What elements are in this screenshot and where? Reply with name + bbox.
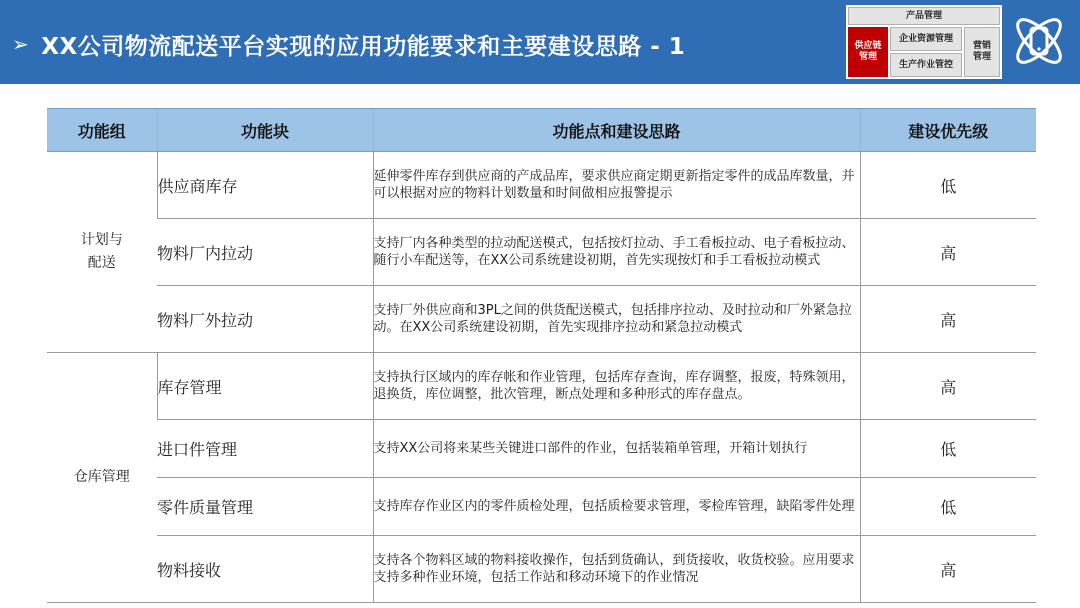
priority-cell: 低 bbox=[860, 420, 1036, 478]
priority-cell: 低 bbox=[860, 152, 1036, 219]
description-cell: 支持XX公司将来某些关键进口部件的作业，包括装箱单管理，开箱计划执行 bbox=[373, 420, 860, 478]
table-row bbox=[47, 219, 1036, 286]
header-group: 功能组 bbox=[47, 109, 157, 152]
priority-cell: 高 bbox=[860, 219, 1036, 286]
description-cell: 支持厂内各种类型的拉动配送模式，包括按灯拉动、手工看板拉动、电子看板拉动、随行小车配送等，在XX公司系统建设初期，首先实现按灯和手工看板拉动模式 bbox=[373, 219, 860, 286]
description-cell: 支持厂外供应商和3PL之间的供货配送模式，包括排序拉动、及时拉动和厂外紧急拉动。在XX公司系统建设初期，首先实现排序拉动和紧急拉动模式 bbox=[373, 286, 860, 353]
page-title bbox=[12, 28, 685, 60]
module-production: 生产作业管控 bbox=[890, 53, 962, 77]
block-cell: 物料厂内拉动 bbox=[157, 219, 373, 286]
module-erp: 企业资源管理 bbox=[890, 27, 962, 51]
atom-phone-icon bbox=[1008, 10, 1070, 72]
priority-cell: 低 bbox=[860, 478, 1036, 536]
block-cell: 进口件管理 bbox=[157, 420, 373, 478]
function-table bbox=[47, 108, 1036, 603]
table-row bbox=[47, 420, 1036, 478]
title-bar bbox=[0, 0, 1080, 84]
header-block: 功能块 bbox=[157, 109, 373, 152]
module-diagram bbox=[846, 5, 1002, 79]
module-marketing: 营销管理 bbox=[964, 27, 1000, 77]
module-supply-chain: 供应链管理 bbox=[848, 27, 888, 77]
table-row bbox=[47, 152, 1036, 219]
table-row bbox=[47, 286, 1036, 353]
table-row bbox=[47, 478, 1036, 536]
block-cell: 零件质量管理 bbox=[157, 478, 373, 536]
module-product-management: 产品管理 bbox=[848, 7, 1000, 25]
group-cell-planning: 计划与 配送 bbox=[47, 152, 157, 353]
block-cell: 库存管理 bbox=[157, 353, 373, 420]
block-cell: 物料接收 bbox=[157, 536, 373, 603]
group-cell-warehouse: 仓库管理 bbox=[47, 353, 157, 603]
description-cell: 支持各个物料区域的物料接收操作，包括到货确认，到货接收，收货校验。应用要求支持多种作业环境，包括工作站和移动环境下的作业情况 bbox=[373, 536, 860, 603]
table-header-row bbox=[47, 109, 1036, 152]
priority-cell: 高 bbox=[860, 286, 1036, 353]
description-cell: 延伸零件库存到供应商的产成品库，要求供应商定期更新指定零件的成品库数量，并可以根据对应的物料计划数量和时间做相应报警提示 bbox=[373, 152, 860, 219]
arrow-bullet-icon: ➢ bbox=[12, 32, 30, 56]
block-cell: 供应商库存 bbox=[157, 152, 373, 219]
table-row bbox=[47, 353, 1036, 420]
header-priority: 建设优先级 bbox=[860, 109, 1036, 152]
block-cell: 物料厂外拉动 bbox=[157, 286, 373, 353]
header-description: 功能点和建设思路 bbox=[373, 109, 860, 152]
priority-cell: 高 bbox=[860, 536, 1036, 603]
description-cell: 支持执行区域内的库存帐和作业管理，包括库存查询，库存调整，报废，特殊领用，退换货，库位调整，批次管理，断点处理和多种形式的库存盘点。 bbox=[373, 353, 860, 420]
description-cell: 支持库存作业区内的零件质检处理，包括质检要求管理，零检库管理，缺陷零件处理 bbox=[373, 478, 860, 536]
priority-cell: 高 bbox=[860, 353, 1036, 420]
table-row bbox=[47, 536, 1036, 603]
page-title-text: XX公司物流配送平台实现的应用功能要求和主要建设思路 - 1 bbox=[41, 33, 686, 60]
